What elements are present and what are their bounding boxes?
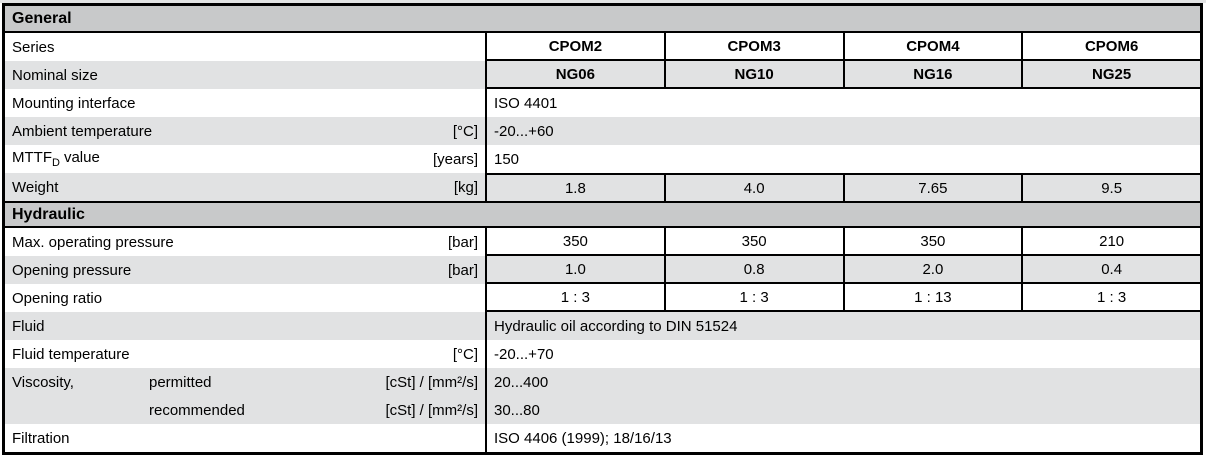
weight-value-cpom2: 1.8 [564,179,586,197]
weight-value-cpom3: 4.0 [664,175,843,201]
fluid-temperature-value-area [485,340,1200,368]
table-row-viscosity-recommended [5,396,1200,424]
row-label-filtration: Filtration [12,429,70,447]
viscosity-sublabel-permitted: permitted [149,373,212,391]
viscosity-permitted-value-area [485,368,1200,396]
row-label-cell [5,368,485,396]
series-values [485,33,1200,61]
nominal-size-values [485,61,1200,89]
row-label-series: Series [12,38,55,56]
opening-pressure-cpom6: 0.4 [1021,256,1200,282]
unit-opening-pressure: [bar] [447,261,478,279]
row-label-max-operating-pressure: Max. operating pressure [12,233,174,251]
viscosity-sublabel-recommended: recommended [149,401,245,419]
row-label-viscosity: Viscosity, [12,373,74,391]
max-pressure-cpom6: 210 [1021,228,1200,254]
table-row-series [5,33,1200,61]
max-pressure-cpom4: 350 [843,228,1022,254]
row-label-cell [5,173,485,201]
row-label-cell [5,228,485,256]
opening-pressure-cpom3: 0.8 [664,256,843,282]
filtration-value-area [485,424,1200,452]
ambient-temperature-value-area [485,117,1200,145]
filtration-value: ISO 4406 (1999); 18/16/13 [494,429,672,447]
mttf-label-rest: value [63,149,100,166]
row-label-mounting-interface: Mounting interface [12,94,136,112]
table-row-max-operating-pressure [5,228,1200,256]
table-row-mttfd-value [5,145,1200,173]
fluid-value: Hydraulic oil according to DIN 51524 [494,317,738,335]
opening-pressure-cpom4: 2.0 [843,256,1022,282]
viscosity-recommended-value-area [485,396,1200,424]
row-label-cell [5,33,485,61]
unit-mttfd: [years] [432,150,478,168]
unit-viscosity-permitted: [cSt] / [mm²/s] [385,373,478,391]
unit-fluid-temperature: [°C] [452,345,478,363]
viscosity-recommended-value: 30...80 [494,401,540,419]
opening-ratio-values [485,284,1200,312]
row-label-cell [5,284,485,312]
row-label-ambient-temperature: Ambient temperature [12,122,153,140]
mttfd-value-area [485,145,1200,173]
row-label-cell [5,256,485,284]
ambient-temperature-value: -20...+60 [494,122,554,140]
weight-values [485,173,1200,201]
weight-value-cpom4: 7.65 [843,175,1022,201]
row-label-fluid-temperature: Fluid temperature [12,345,130,363]
mounting-interface-value-area [485,89,1200,117]
fluid-temperature-value: -20...+70 [494,345,554,363]
section-title-hydraulic: Hydraulic [12,205,85,223]
unit-weight: [kg] [453,178,478,196]
table-row-weight [5,173,1200,201]
table-row-fluid-temperature [5,340,1200,368]
opening-ratio-cpom6: 1 : 3 [1021,284,1200,310]
row-label-fluid: Fluid [12,317,45,335]
weight-value-cpom6: 9.5 [1021,175,1200,201]
row-label-cell [5,117,485,145]
row-label-weight: Weight [12,178,59,196]
row-label-cell [5,89,485,117]
row-label-cell [5,145,485,173]
nominal-size-ng16: NG16 [843,61,1022,87]
unit-viscosity-recommended: [cSt] / [mm²/s] [385,401,478,419]
series-value-cpom2: CPOM2 [548,37,603,55]
row-label-mttfd [12,149,100,169]
opening-ratio-cpom3: 1 : 3 [664,284,843,310]
nominal-size-ng25: NG25 [1021,61,1200,87]
nominal-size-ng10: NG10 [664,61,843,87]
viscosity-permitted-value: 20...400 [494,373,549,391]
fluid-value-area [485,312,1200,340]
table-row-filtration [5,424,1200,452]
unit-max-operating-pressure: [bar] [447,233,478,251]
row-label-opening-ratio: Opening ratio [12,289,103,307]
row-label-cell [5,340,485,368]
table-row-fluid [5,312,1200,340]
mttfd-value: 150 [494,150,520,168]
max-operating-pressure-values [485,228,1200,256]
series-value-cpom3: CPOM3 [664,33,843,59]
table-row-mounting-interface [5,89,1200,117]
section-header-hydraulic [5,201,1200,228]
row-label-nominal-size: Nominal size [12,66,98,84]
row-label-cell [5,396,485,424]
mounting-interface-value: ISO 4401 [494,94,558,112]
table-row-viscosity-permitted [5,368,1200,396]
opening-ratio-cpom2: 1 : 3 [560,288,590,306]
specifications-table [2,3,1203,455]
row-label-opening-pressure: Opening pressure [12,261,132,279]
mttf-label-main: MTTF [12,149,52,166]
row-label-cell [5,424,485,452]
mttf-label-subscript: D [51,157,60,169]
section-header-general [5,6,1200,33]
opening-pressure-values [485,256,1200,284]
nominal-size-ng06: NG06 [555,65,595,83]
opening-pressure-cpom2: 1.0 [564,260,586,278]
unit-ambient-temperature: [°C] [452,122,478,140]
max-pressure-cpom2: 350 [562,232,588,250]
section-title-general: General [12,9,72,27]
row-label-cell [5,61,485,89]
series-value-cpom6: CPOM6 [1021,33,1200,59]
table-row-opening-ratio [5,284,1200,312]
max-pressure-cpom3: 350 [664,228,843,254]
table-row-ambient-temperature [5,117,1200,145]
series-value-cpom4: CPOM4 [843,33,1022,59]
table-row-opening-pressure [5,256,1200,284]
table-row-nominal-size [5,61,1200,89]
row-label-cell [5,312,485,340]
opening-ratio-cpom4: 1 : 13 [843,284,1022,310]
